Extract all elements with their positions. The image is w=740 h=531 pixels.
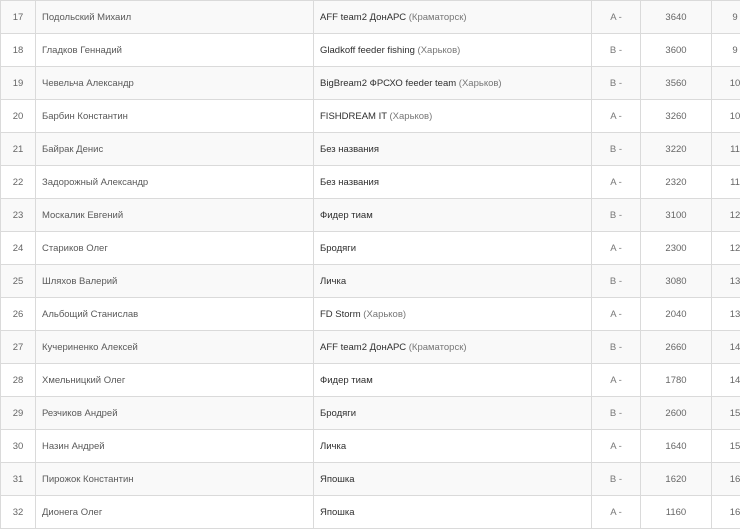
row-number: 32 (1, 496, 36, 529)
table-row (1, 166, 740, 199)
team-cell (314, 1, 592, 34)
table-row (1, 67, 740, 100)
participant-name: Назин Андрей (36, 430, 314, 463)
table-row (1, 397, 740, 430)
catch-weight: 2320 (641, 166, 712, 199)
catch-weight: 3260 (641, 100, 712, 133)
team-cell (314, 496, 592, 529)
team-cell (314, 430, 592, 463)
team-city: (Краматорск) (406, 341, 467, 353)
table-row (1, 34, 740, 67)
team-name: Япошка (320, 506, 355, 518)
catch-weight: 3640 (641, 1, 712, 34)
table-row (1, 298, 740, 331)
table-row (1, 100, 740, 133)
participant-name: Барбин Константин (36, 100, 314, 133)
participant-name: Резчиков Андрей (36, 397, 314, 430)
sector-group: A - (592, 298, 641, 331)
team-name: Без названия (320, 176, 380, 188)
row-number: 24 (1, 232, 36, 265)
row-number: 19 (1, 67, 36, 100)
row-number: 25 (1, 265, 36, 298)
row-number: 27 (1, 331, 36, 364)
row-number: 21 (1, 133, 36, 166)
sector-group: A - (592, 232, 641, 265)
sector-group: B - (592, 34, 641, 67)
team-cell (314, 364, 592, 397)
participant-name: Хмельницкий Олег (36, 364, 314, 397)
team-name: AFF team2 ДонАРС (320, 341, 407, 353)
team-name: Фидер тиам (320, 209, 373, 221)
row-number: 26 (1, 298, 36, 331)
place: 13 (712, 298, 740, 331)
sector-group: B - (592, 199, 641, 232)
table-row (1, 232, 740, 265)
sector-group: B - (592, 331, 641, 364)
sector-group: B - (592, 463, 641, 496)
place: 9 (712, 34, 740, 67)
participant-name: Задорожный Александр (36, 166, 314, 199)
team-cell (314, 67, 592, 100)
team-cell (314, 397, 592, 430)
team-cell (314, 265, 592, 298)
sector-group: B - (592, 67, 641, 100)
place: 12 (712, 232, 740, 265)
team-city: (Краматорск) (406, 11, 467, 23)
table-row (1, 1, 740, 34)
participant-name: Гладков Геннадий (36, 34, 314, 67)
row-number: 22 (1, 166, 36, 199)
table-row (1, 265, 740, 298)
row-number: 31 (1, 463, 36, 496)
sector-group: A - (592, 166, 641, 199)
place: 13 (712, 265, 740, 298)
participant-name: Шляхов Валерий (36, 265, 314, 298)
team-cell (314, 331, 592, 364)
sector-group: B - (592, 265, 641, 298)
participant-name: Дионега Олег (36, 496, 314, 529)
place: 9 (712, 1, 740, 34)
participant-name: Подольский Михаил (36, 1, 314, 34)
team-name: Личка (320, 440, 347, 452)
catch-weight: 3100 (641, 199, 712, 232)
place: 15 (712, 397, 740, 430)
team-name: Бродяги (320, 407, 357, 419)
row-number: 29 (1, 397, 36, 430)
table-row (1, 133, 740, 166)
place: 11 (712, 133, 740, 166)
team-name: Фидер тиам (320, 374, 373, 386)
place: 14 (712, 364, 740, 397)
participant-name: Москалик Евгений (36, 199, 314, 232)
team-cell (314, 133, 592, 166)
sector-group: A - (592, 100, 641, 133)
team-name: Бродяги (320, 242, 357, 254)
sector-group: B - (592, 397, 641, 430)
table-row (1, 199, 740, 232)
team-name: AFF team2 ДонАРС (320, 11, 407, 23)
team-cell (314, 166, 592, 199)
participant-name: Байрак Денис (36, 133, 314, 166)
team-city: (Харьков) (414, 44, 461, 56)
place: 10 (712, 100, 740, 133)
table-row (1, 496, 740, 529)
participant-name: Альбощий Станислав (36, 298, 314, 331)
team-cell (314, 298, 592, 331)
participant-name: Пирожок Константин (36, 463, 314, 496)
catch-weight: 2600 (641, 397, 712, 430)
catch-weight: 2300 (641, 232, 712, 265)
catch-weight: 1780 (641, 364, 712, 397)
team-city: (Харьков) (456, 77, 502, 89)
sector-group: A - (592, 430, 641, 463)
participant-name: Кучериненко Алексей (36, 331, 314, 364)
table-row (1, 364, 740, 397)
team-name: Gladkoff feeder fishing (320, 44, 415, 56)
catch-weight: 1160 (641, 496, 712, 529)
team-city: (Харьков) (360, 308, 407, 320)
table-row (1, 430, 740, 463)
table-row (1, 331, 740, 364)
catch-weight: 3560 (641, 67, 712, 100)
team-name: Личка (320, 275, 347, 287)
team-name: FD Storm (320, 308, 361, 320)
place: 14 (712, 331, 740, 364)
sector-group: B - (592, 133, 641, 166)
row-number: 30 (1, 430, 36, 463)
team-cell (314, 232, 592, 265)
team-name: FISHDREAM IT (320, 110, 387, 122)
sector-group: A - (592, 364, 641, 397)
catch-weight: 3080 (641, 265, 712, 298)
team-cell (314, 100, 592, 133)
team-name: Япошка (320, 473, 355, 485)
participant-name: Чевельча Александр (36, 67, 314, 100)
row-number: 23 (1, 199, 36, 232)
catch-weight: 2660 (641, 331, 712, 364)
place: 11 (712, 166, 740, 199)
place: 12 (712, 199, 740, 232)
place: 16 (712, 463, 740, 496)
place: 10 (712, 67, 740, 100)
team-name: Без названия (320, 143, 380, 155)
catch-weight: 3600 (641, 34, 712, 67)
team-city: (Харьков) (386, 110, 433, 122)
catch-weight: 1620 (641, 463, 712, 496)
row-number: 17 (1, 1, 36, 34)
team-cell (314, 199, 592, 232)
row-number: 28 (1, 364, 36, 397)
team-name: BigBream2 ФРСХО feeder team (320, 77, 457, 89)
row-number: 18 (1, 34, 36, 67)
catch-weight: 3220 (641, 133, 712, 166)
catch-weight: 2040 (641, 298, 712, 331)
participant-name: Стариков Олег (36, 232, 314, 265)
sector-group: A - (592, 496, 641, 529)
row-number: 20 (1, 100, 36, 133)
team-cell (314, 463, 592, 496)
sector-group: A - (592, 1, 641, 34)
catch-weight: 1640 (641, 430, 712, 463)
place: 15 (712, 430, 740, 463)
table-row (1, 463, 740, 496)
place: 16 (712, 496, 740, 529)
team-cell (314, 34, 592, 67)
